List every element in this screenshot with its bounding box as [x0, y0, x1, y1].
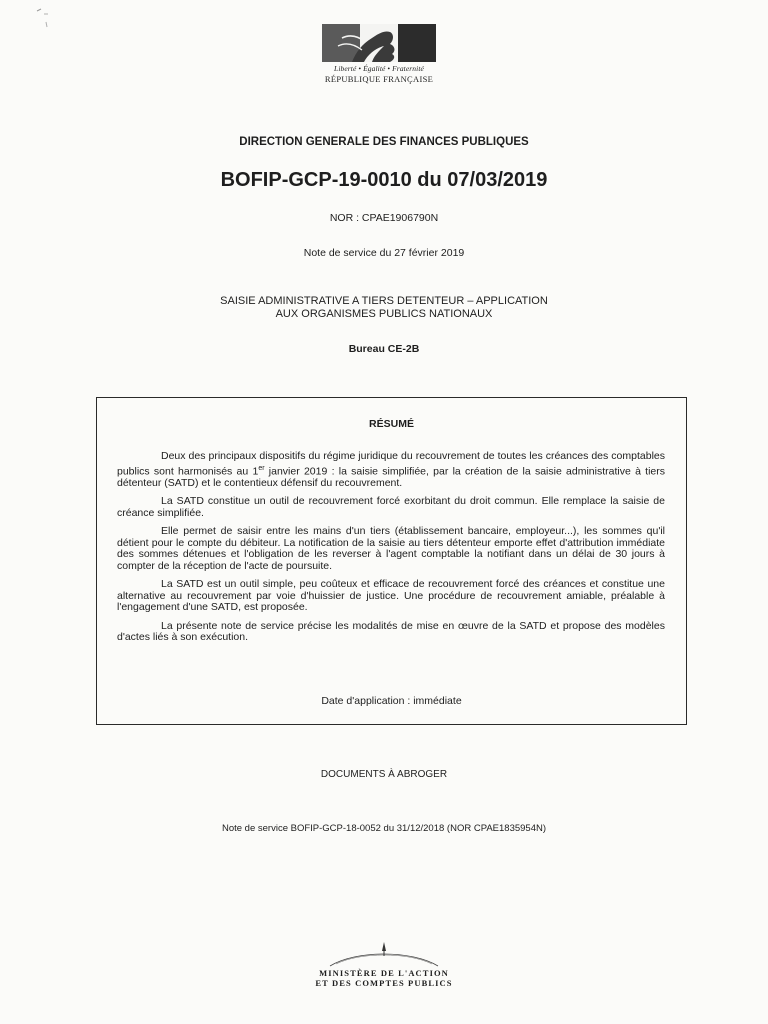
- note-date: Note de service du 27 février 2019: [303, 247, 465, 259]
- abrogate-item: Note de service BOFIP-GCP-18-0052 du 31/12/2018 (NOR CPAE1835954N): [221, 823, 547, 834]
- scan-mark-icon: [34, 6, 54, 32]
- ministry-emblem-icon: [296, 938, 472, 968]
- ministry-logo: [296, 938, 472, 988]
- marianne-logo-icon: [322, 24, 436, 62]
- republic-logo: [322, 24, 436, 84]
- bureau-label: Bureau CE-2B: [348, 343, 420, 355]
- republic-motto: Liberté • Égalité • Fraternité: [334, 64, 424, 73]
- republic-name: RÉPUBLIQUE FRANÇAISE: [324, 74, 434, 84]
- subject-line-1: SAISIE ADMINISTRATIVE A TIERS DETENTEUR – APPLICATION: [220, 295, 548, 307]
- summary-paragraph-4: La SATD est un outil simple, peu coûteux et efficace de recouvrement forcé des créances et constitue une alternative au recouvrement par voie d'huissier de justice. Une procédure de recouvrement amiable, préalable à l'engagement d'une SATD, est proposée.: [117, 578, 665, 613]
- summary-box: [96, 397, 687, 725]
- summary-heading: RÉSUMÉ: [369, 418, 414, 430]
- abrogate-title: DOCUMENTS À ABROGER: [320, 769, 448, 780]
- summary-paragraph-2: La SATD constitue un outil de recouvrement forcé exorbitant du droit commun. Elle remplace la saisie de créance simplifiée.: [117, 495, 665, 519]
- summary-paragraph-1: Deux des principaux dispositifs du régime juridique du recouvrement de toutes les créances des comptables publics sont harmonisés au 1er janvier 2019 : la saisie simplifiée, par la création de la saisie administrative à tiers détenteur (SATD) et le contentieux défensif du recouvrement.: [117, 450, 665, 489]
- summary-paragraph-3: Elle permet de saisir entre les mains d'un tiers (établissement bancaire, employeur...), les sommes qu'il détient pour le compte du débiteur. La notification de la saisie au tiers détenteur emporte effet d'attribution immédiate des sommes détenues et l'obligation de les reverser à l'agent comptable la notifiant dans un délai de 30 jours à compter de la réception de l'acte de poursuite.: [117, 525, 665, 572]
- ministry-name-line-2: ET DES COMPTES PUBLICS: [315, 978, 453, 988]
- document-subject: [0, 295, 768, 321]
- document-reference: BOFIP-GCP-19-0010 du 07/03/2019: [220, 169, 548, 191]
- summary-paragraph-5: La présente note de service précise les modalités de mise en œuvre de la SATD et propose des modèles d'actes liés à son exécution.: [117, 619, 665, 643]
- application-date: Date d'application : immédiate: [321, 695, 462, 707]
- subject-line-2: AUX ORGANISMES PUBLICS NATIONAUX: [275, 308, 493, 320]
- ministry-name-line-1: MINISTÈRE DE L'ACTION: [319, 968, 449, 978]
- direction-title: DIRECTION GENERALE DES FINANCES PUBLIQUES: [239, 136, 529, 148]
- summary-body: [117, 451, 665, 651]
- nor-number: NOR : CPAE1906790N: [329, 212, 439, 224]
